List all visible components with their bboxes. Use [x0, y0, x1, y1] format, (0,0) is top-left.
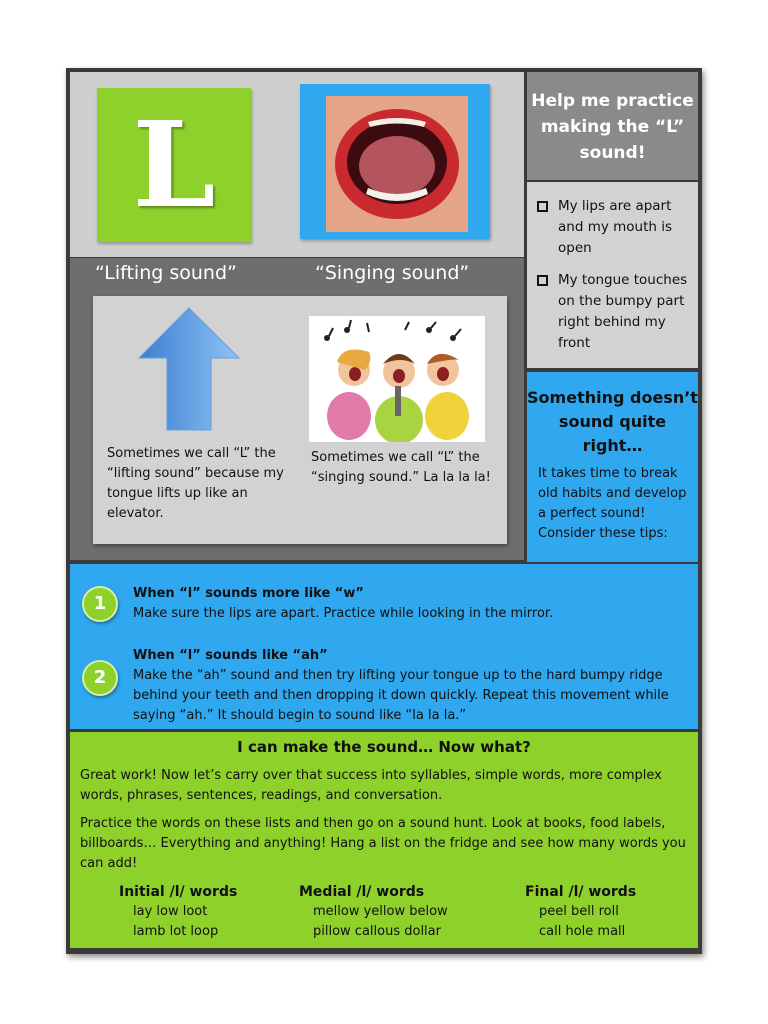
lifting-sound-label: “Lifting sound” [95, 262, 237, 284]
open-mouth-image [326, 96, 468, 232]
word-list-heading: Medial /l/ words [299, 884, 425, 900]
header-images-panel [70, 72, 524, 257]
troubleshooting-body: It takes time to break old habits and develop a perfect sound! Consider these tips: [538, 466, 687, 541]
next-steps-paragraph: Practice the words on these lists and then go on a sound hunt. Look at books, food labels, billboards… Everything and anything! Hang a list on the fridge and see how many words you can add! [80, 816, 686, 871]
tips-box [70, 564, 698, 729]
tip-body: Make sure the lips are apart. Practice while looking in the mirror. [133, 606, 554, 621]
checklist-item [537, 270, 693, 354]
word-list-initial [119, 882, 237, 942]
tip-heading: When “l” sounds like “ah” [133, 648, 328, 663]
word-list-heading: Final /l/ words [525, 884, 637, 900]
singing-people-image [309, 316, 485, 442]
word-list-heading: Initial /l/ words [119, 884, 238, 900]
tip-item [133, 584, 693, 624]
tip-heading: When “l” sounds more like “w” [133, 586, 364, 601]
word-list-medial [299, 882, 448, 942]
word-list-line: peel bell roll [539, 904, 619, 919]
tip-item [133, 646, 693, 726]
nickname-explanations [93, 296, 507, 544]
word-list-line: pillow callous dollar [313, 924, 441, 939]
word-list-line: mellow yellow below [313, 904, 448, 919]
letter-tile [97, 88, 251, 242]
help-header-box [527, 72, 698, 180]
checklist-item-text: My lips are apart and my mouth is open [558, 198, 673, 256]
handout-sheet [66, 68, 702, 954]
word-list-line: call hole mall [539, 924, 626, 939]
word-list-line: lay low loot [133, 904, 208, 919]
troubleshooting-title: Something doesn’t sound quite right… [527, 388, 698, 455]
mouth-photo-tile [300, 84, 490, 239]
checklist-item [537, 196, 693, 259]
sound-nicknames-panel [70, 258, 524, 560]
singing-sound-description: Sometimes we call “L” the “singing sound.” La la la la! [311, 450, 491, 485]
checklist-box [527, 182, 698, 368]
checklist-item-text: My tongue touches on the bumpy part right behind my front [558, 272, 688, 351]
help-title: Help me practice making the “L” sound! [531, 91, 694, 163]
next-steps-paragraph: Great work! Now let’s carry over that success into syllables, simple words, more complex words, phrases, sentences, readings, and conversation. [80, 768, 662, 803]
checkbox-icon [537, 275, 548, 286]
lifting-sound-description: Sometimes we call “L” the “lifting sound” because my tongue lifts up like an elevator. [107, 446, 284, 521]
word-list-line: lamb lot loop [133, 924, 219, 939]
word-list-final [525, 882, 636, 942]
up-arrow-icon [137, 306, 241, 432]
checkbox-icon [537, 201, 548, 212]
tip-body: Make the “ah” sound and then try lifting your tongue up to the hard bumpy ridge behind your teeth and then dropping it down quickly. Repeat this movement while saying “ah.” It should begin to sound like “la la la.” [133, 668, 669, 723]
troubleshooting-intro-box [527, 372, 698, 562]
next-steps-box [70, 732, 698, 948]
singing-sound-label: “Singing sound” [315, 262, 470, 284]
next-steps-title: I can make the sound… Now what? [237, 738, 531, 756]
tip-number-badge: 2 [82, 660, 118, 696]
letter-l: L [132, 95, 216, 234]
tip-number-badge: 1 [82, 586, 118, 622]
